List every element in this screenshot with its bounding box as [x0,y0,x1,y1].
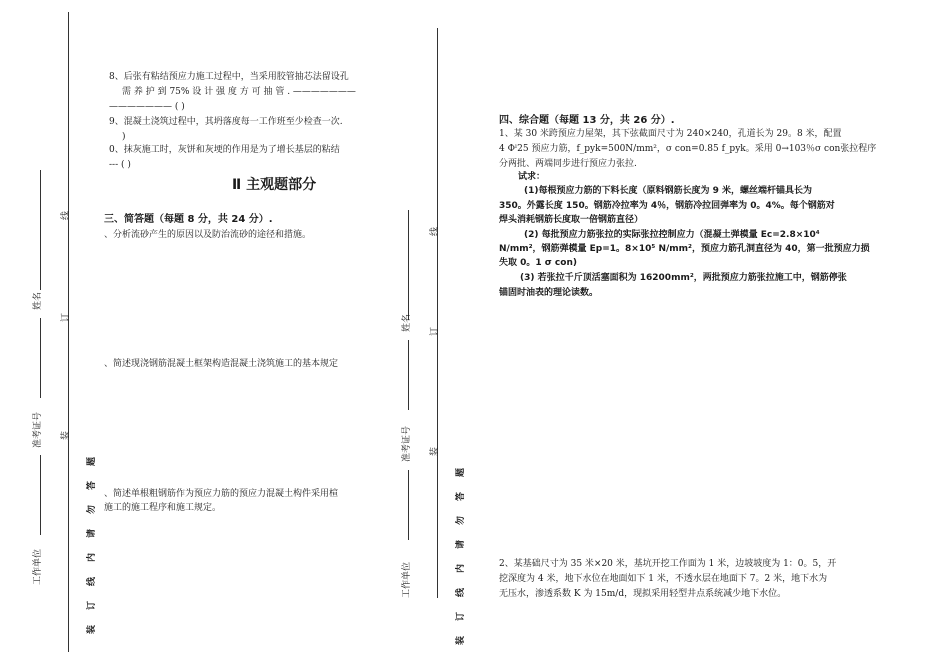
binding-warning-char: 请 [87,528,98,539]
binding-warning-char: 内 [87,552,98,563]
left-zhuang-label: 装 [61,430,71,440]
ask-label: 试求： [518,172,546,182]
right-binding-line [437,28,438,598]
left-id-label: 准考证号 [33,411,43,448]
left-id-field-line [40,318,41,398]
binding-warning-char: 内 [456,563,467,574]
section3-title: 三、简答题（每题 8 分，共 24 分）. [104,214,273,225]
section3-q3-line2: 施工的施工程序和施工规定。 [104,503,222,513]
binding-warning-char: 题 [87,456,98,467]
sub2-line1: (2) 每批预应力筋张拉的实际张拉控制应力（混凝土弹模量 Ec=2.8×10⁴ [524,230,820,240]
q8-line2: 需 养 护 到 75% 设 计 强 度 方 可 抽 管 . ——————— [122,87,356,97]
right-ding-label: 订 [430,326,440,336]
left-xian-label: 线 [61,210,71,220]
part-title: Ⅱ 主观题部分 [232,177,317,193]
q2-line3: 无压水，渗透系数 K 为 15m/d，现拟采用轻型井点系统减少地下水位。 [499,589,787,599]
left-name-field-line [40,170,41,290]
binding-warning-char: 装 [87,624,98,635]
q2-line1: 2、某基础尺寸为 35 米×20 米，基坑开挖工作面为 1 米，边坡坡度为 1：0。5，开 [499,559,837,569]
sub2-line3: 失取 0。1 σ con) [499,258,577,268]
binding-warning-char: 线 [87,576,98,587]
q9-line1: 9、混凝土浇筑过程中，其坍落度每一工作班至少检查一次. [109,117,343,127]
section3-q1: 、分析流砂产生的原因以及防治流砂的途径和措施。 [104,230,312,240]
right-id-label: 准考证号 [402,425,412,462]
binding-warning-char: 订 [456,611,467,622]
right-name-field-line [408,210,409,320]
sub3-line1: (3) 若张拉千斤顶活塞面积为 16200mm²，两批预应力筋张拉施工中，钢筋停张 [520,273,847,283]
right-xian-label: 线 [430,226,440,236]
q10-line1: 0、抹灰施工时，灰饼和灰埂的作用是为了增长基层的粘结 [109,145,340,155]
binding-warning-char: 线 [456,587,467,598]
section3-q3-line1: 、简述单根粗钢筋作为预应力筋的预应力混凝土构件采用楦 [104,489,339,499]
sub1-line3: 焊头消耗钢筋长度取一倍钢筋直径） [499,215,644,225]
q8-line3: ——————— ( ) [109,102,185,112]
binding-warning-char: 答 [456,491,467,502]
section3-q2: 、简述现浇钢筋混凝土框架构造混凝土浇筑施工的基本规定 [104,359,339,369]
binding-warning-char: 订 [87,600,98,611]
sub1-line2: 350。外露长度 150。钢筋冷拉率为 4％，钢筋冷拉回弹率为 0。4%。每个钢筋对 [499,201,835,211]
binding-warning-char: 题 [456,467,467,478]
left-binding-line [68,12,69,652]
left-unit-label: 工作单位 [33,548,43,585]
right-unit-field-line [408,470,409,540]
q1-line1: 1、某 30 米跨预应力屋架，其下弦截面尺寸为 240×240，孔道长为 29。8 米，配置 [499,129,842,139]
q1-line2: 4 Φˡ25 预应力筋，f_pyk=500N/mm²，σ con=0.85 f_pyk。采用 0→103％σ con张拉程序 [499,144,877,154]
right-name-label: 姓名 [402,313,412,332]
sub1-line1: (1)每根预应力筋的下料长度（原料钢筋长度为 9 米，螺丝端杆锚具长为 [524,186,813,196]
left-name-label: 姓名 [33,291,43,310]
binding-warning-char: 请 [456,539,467,550]
sub3-line2: 锚固时油表的理论读数。 [499,288,599,298]
binding-warning-char: 答 [87,480,98,491]
q8-line1: 8、后张有粘结预应力施工过程中，当采用胶管抽芯法留设孔 [109,72,349,82]
right-unit-label: 工作单位 [402,561,412,598]
binding-warning-char: 装 [456,635,467,646]
left-unit-field-line [40,455,41,535]
sub2-line2: N/mm²，钢筋弹模量 Ep=1。8×10⁵ N/mm²，预应力筋孔洞直径为 40，第一批预应力损 [499,244,870,254]
left-ding-label: 订 [61,312,71,322]
q1-line3: 分两批、两端同步进行预应力张拉. [499,159,637,169]
section4-title: 四、综合题（每题 13 分，共 26 分）. [499,115,675,126]
q2-line2: 挖深度为 4 米，地下水位在地面如下 1 米，不透水层在地面下 7。2 米，地下水为 [499,574,828,584]
binding-warning-char: 勿 [87,504,98,515]
q9-line2: ) [122,132,126,142]
binding-warning-char: 勿 [456,515,467,526]
q10-line2: --- ( ) [109,160,131,170]
right-id-field-line [408,340,409,410]
right-zhuang-label: 装 [430,446,440,456]
